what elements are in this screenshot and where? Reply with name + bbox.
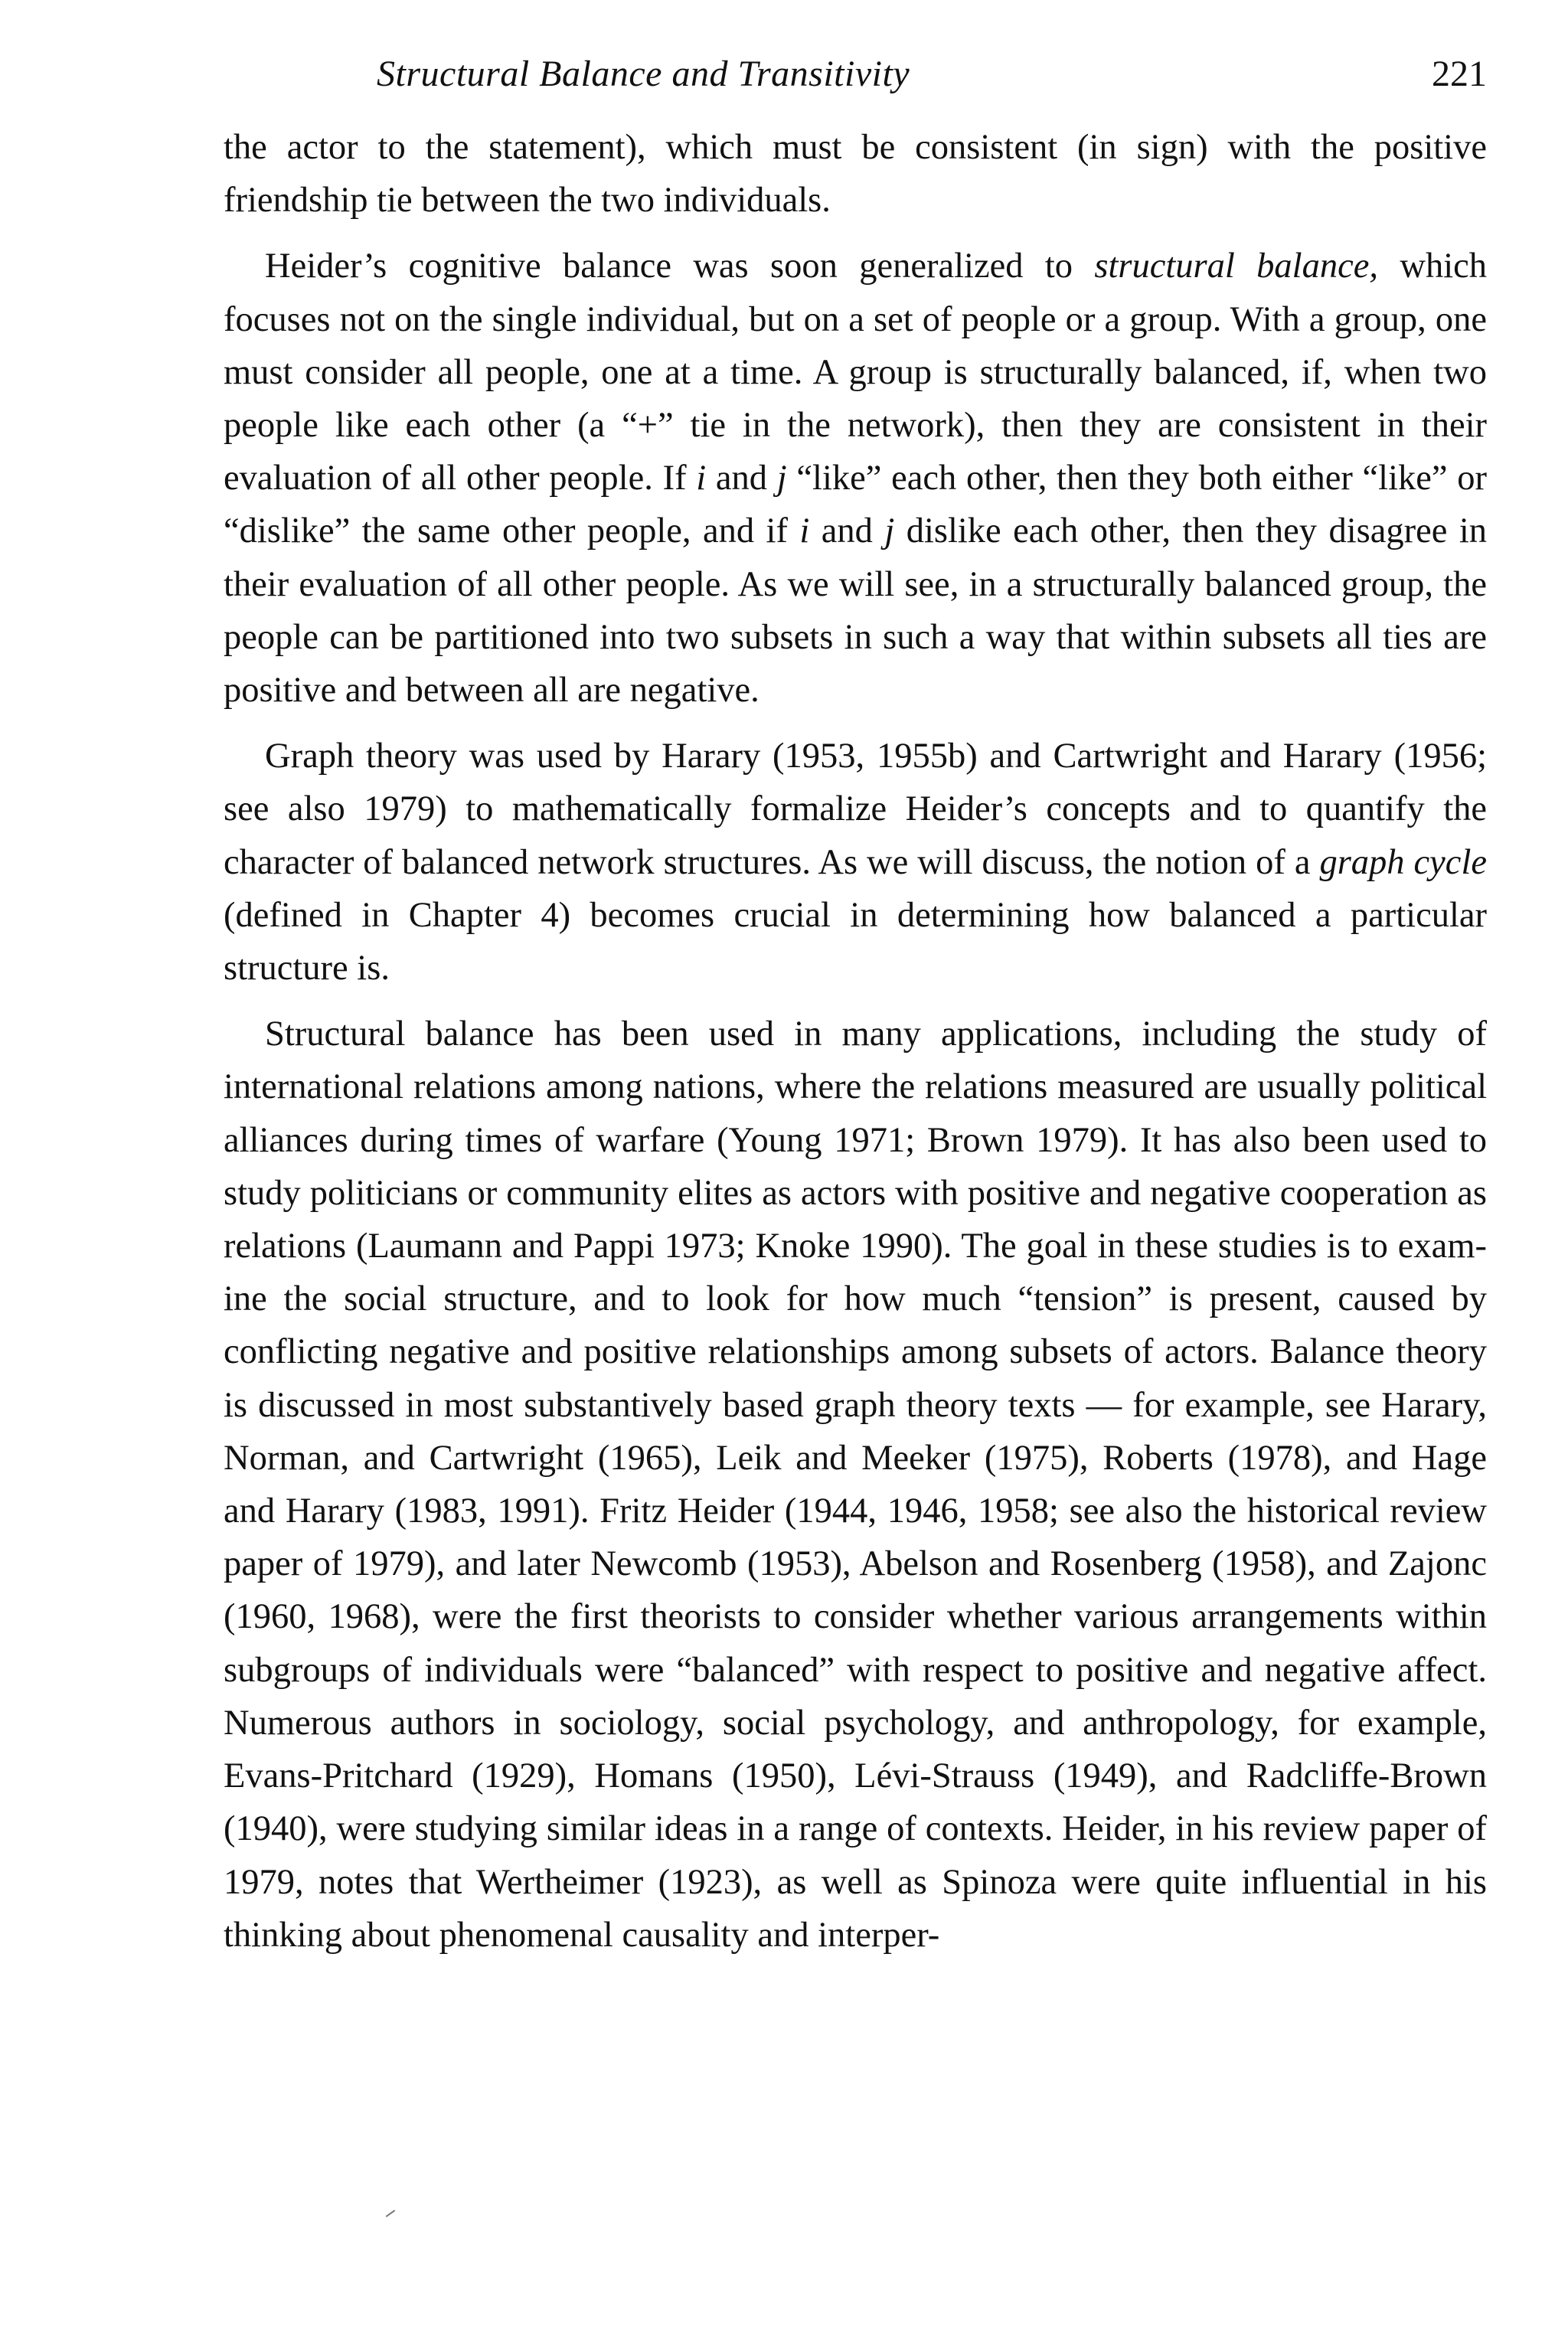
variable-i: i xyxy=(696,459,707,498)
paragraph-structural-balance xyxy=(224,240,1487,717)
variable-j: j xyxy=(884,511,895,551)
text-run: which focuses not on the single individual, but on a set of people or a group. With a group, one must consider all people, one at a time. A group is structurally balanced, if, when two people like each other (a “+” tie in the network), then they are consistent in their evaluation of all other people. If xyxy=(224,247,1487,498)
text-run: Heider’s cognitive balance was soon generalized to xyxy=(265,247,1095,286)
running-title: Structural Balance and Transitivity xyxy=(377,54,910,94)
text-run: Structural balance has been used in many applications, including the study of international relations among nations, where the relations measured are usually political alliances during times of warfare (Young 1971; Brown 1979). It has also been used to study politicians or community elites as actors with positive and negative cooperation as relations (Laumann and Pappi 1973; Knoke 1990). The goal in these studies is to examine the social structure, and to look for how much “tension” is present, caused by conflicting negative and positive relationships among subsets of actors. Balance theory is discussed in most substantively based graph theory texts — for example, see Harary, Norman, and Cartwright (1965), Leik and Meeker (1975), Roberts (1978), and Hage and Harary (1983, 1991). Fritz Heider (1944, 1946, 1958; see also the historical review paper of 1979), and later Newcomb (1953), Abelson and Rosenberg (1958), and Zajonc (1960, 1968), were the first theorists to consider whether various arrangements within subgroups of individuals were “balanced” with respect to positive and negative affect. Numerous authors in sociology, social psychology, and anthropology, for example, Evans-Pritchard (1929), Homans (1950), Lévi-Strauss (1949), and Radcliffe-Brown (1940), were studying similar ideas in a range of contexts. Heider, in his review paper of 1979, notes that Wertheimer (1923), as well as Spinoza were quite influential in his thinking about phenomenal causality and interper- xyxy=(224,1014,1487,1955)
stray-ink-mark xyxy=(386,2210,396,2217)
variable-j: j xyxy=(776,459,787,498)
text-run: and xyxy=(706,459,777,498)
emphasis-term: graph cycle xyxy=(1319,842,1488,882)
body-text xyxy=(224,121,1487,1962)
text-run: (defined in Chapter 4) becomes crucial in determining how balanced a particular structure is. xyxy=(224,895,1487,988)
emphasis-term: structural balance, xyxy=(1094,247,1378,286)
running-head xyxy=(224,47,1487,101)
text-run: the actor to the statement), which must be consistent (in sign) with the positive friendship tie between the two individuals. xyxy=(224,128,1487,221)
paragraph-graph-theory xyxy=(224,730,1487,995)
paragraph-applications xyxy=(224,1008,1487,1962)
text-run: Graph theory was used by Harary (1953, 1955b) and Cartwright and Harary (1956; see also 1979) to mathematically formalize Heider’s concepts and to quantify the character of balanced network structures. As we will discuss, the notion of a xyxy=(224,737,1487,882)
paragraph-continuation xyxy=(224,121,1487,227)
page-number: 221 xyxy=(1432,54,1487,94)
text-run: and xyxy=(809,511,885,551)
text-run: “like” each other, then they both either “like” or “dislike” the same other people, and if xyxy=(224,459,1488,551)
text-run: dislike each other, then they disagree in their evaluation of all other people. As we will see, in a structurally balanced group, the people can be partitioned into two subsets in such a way that within subsets all ties are positive and between all are negative. xyxy=(224,511,1488,711)
variable-i: i xyxy=(799,511,810,551)
